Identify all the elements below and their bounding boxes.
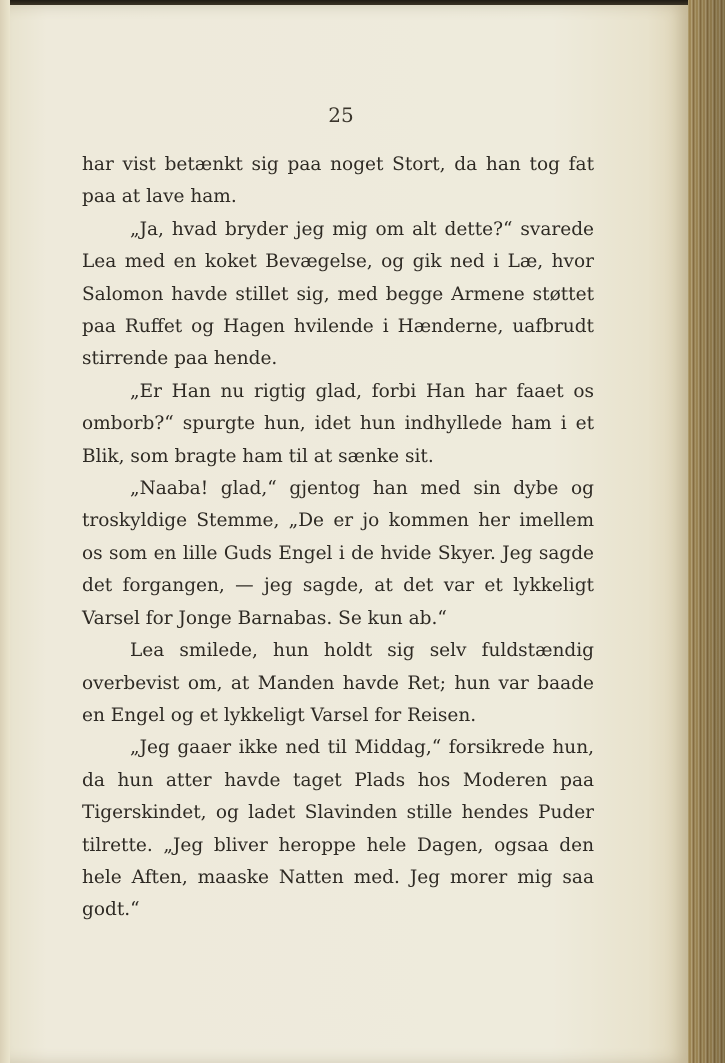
body-text	[82, 149, 594, 927]
paragraph-2: „Ja, hvad bryder jeg mig om alt dette?“ svarede Lea med en koket Bevægelse, og gik ned i Læ, hvor Salomon havde stillet sig, med begge Armene støttet paa Ruffet og Hagen hvilende i Hænderne, uafbrudt stirrende paa hende.	[82, 218, 594, 370]
page-edges-shadow	[688, 0, 725, 1063]
paragraph-1: har vist betænkt sig paa noget Stort, da han tog fat paa at lave ham.	[82, 154, 594, 208]
page-left-margin	[0, 0, 10, 1063]
page-number: 25	[328, 103, 354, 127]
paragraph-3: „Er Han nu rigtig glad, forbi Han har faaet os omborb?“ spurgte hun, idet hun indhyllede ham i et Blik, som bragte ham til at sænke sit.	[82, 380, 594, 467]
paragraph-5: Lea smilede, hun holdt sig selv fuldstændig overbevist om, at Manden havde Ret; hun var baade en Engel og et lykkeligt Varsel for Reisen.	[82, 640, 594, 726]
paragraph-4: „Naaba! glad,“ gjentog han med sin dybe og troskyldige Stemme, „De er jo kommen her imellem os som en lille Guds Engel i de hvide Skyer. Jeg sagde det forgangen, — jeg sagde, at det var et lykkeligt Varsel for Jonge Barnabas. Se kun ab.“	[82, 478, 594, 629]
page-sheet	[6, 5, 688, 1063]
paragraph-6: „Jeg gaaer ikke ned til Middag,“ forsikrede hun, da hun atter havde taget Plads hos Moderen paa Tigerskindet, og ladet Slavinden stille hendes Puder tilrette. „Jeg bliver heroppe hele Dagen, ogsaa den hele Aften, maaske Natten med. Jeg morer mig saa godt.“	[82, 737, 594, 921]
